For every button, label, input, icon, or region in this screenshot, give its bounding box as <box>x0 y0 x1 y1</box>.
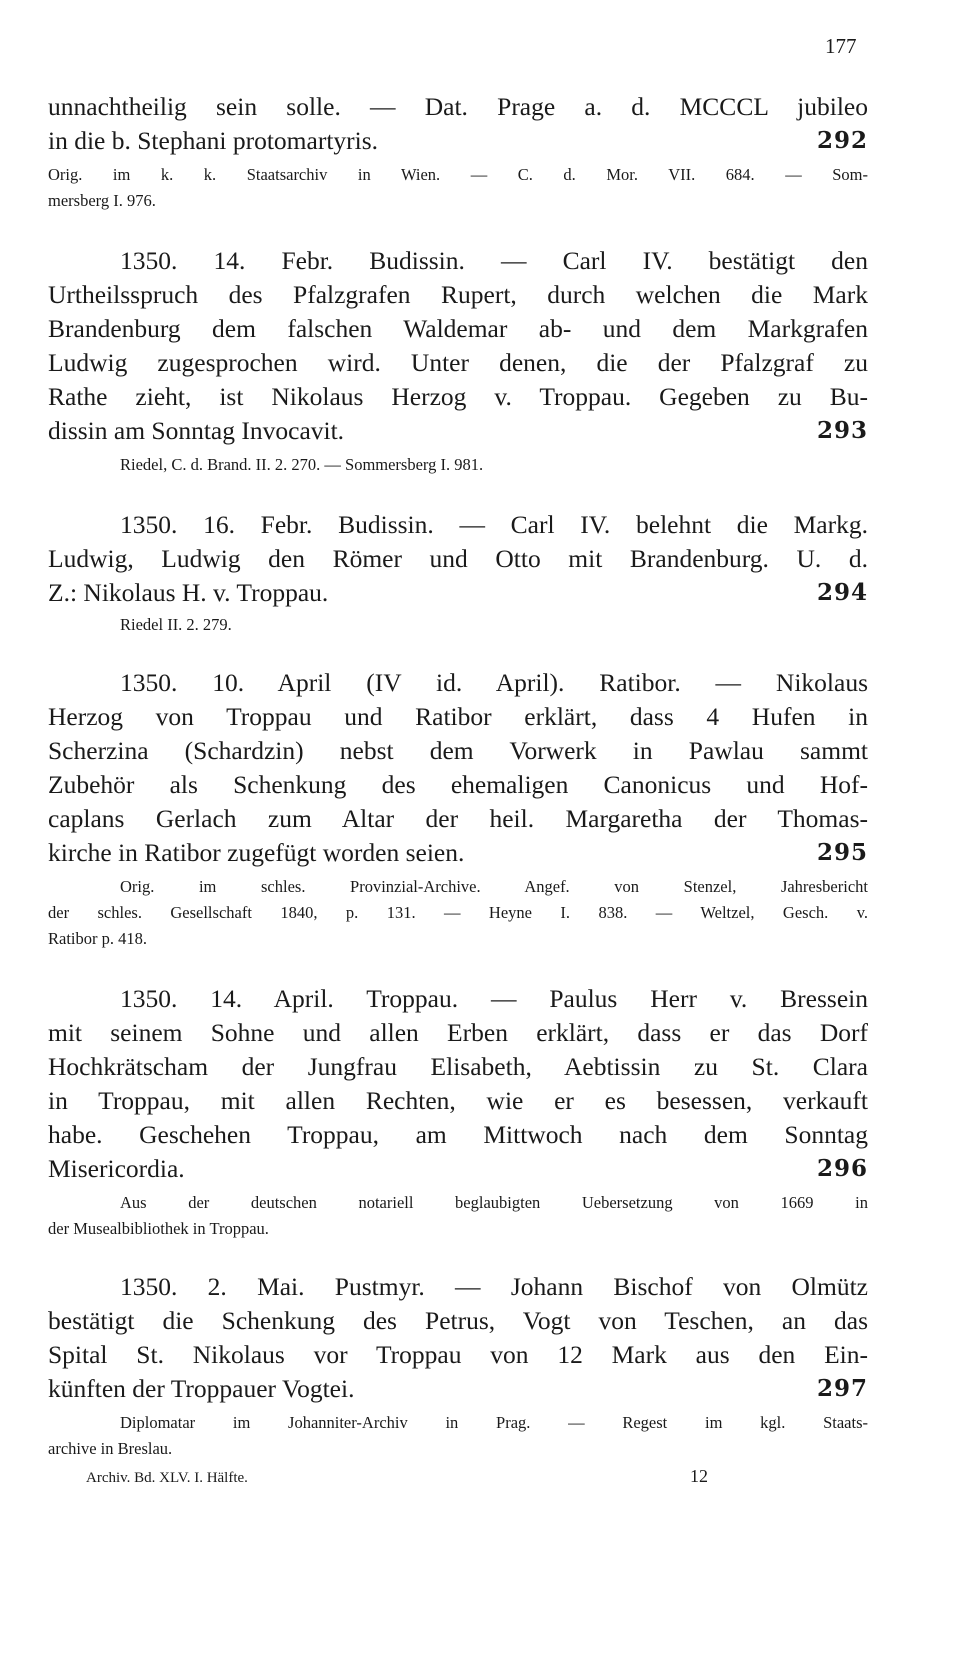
entry-293-line-1: 1350. 14. Febr. Budissin. — Carl IV. bestätigt den <box>120 246 868 275</box>
entry-296-line-1: 1350. 14. April. Troppau. — Paulus Herr v. Bressein <box>120 984 868 1013</box>
entry-292-source-2: mersberg I. 976. <box>48 191 156 210</box>
entry-297-line-3: Spital St. Nikolaus vor Troppau von 12 Mark aus den Ein- <box>48 1340 868 1369</box>
entry-296-line-5: habe. Geschehen Troppau, am Mittwoch nach dem Sonntag <box>48 1120 868 1149</box>
entry-296-source-1: Aus der deutschen notariell beglaubigten Uebersetzung von 1669 in <box>120 1193 868 1212</box>
entry-293-line-6-text: dissin am Sonntag Invocavit. <box>48 416 345 445</box>
entry-297-source-2: archive in Breslau. <box>48 1439 173 1458</box>
entry-292-line-1: unnachtheilig sein solle. — Dat. Prage a. d. MCCCL jubileo <box>48 92 868 121</box>
entry-297-source-1: Diplomatar im Johanniter-Archiv in Prag. — Regest im kgl. Staats- <box>120 1413 868 1432</box>
entry-296-line-6 <box>48 1154 868 1184</box>
entry-296-source-2: der Musealbibliothek in Troppau. <box>48 1219 269 1238</box>
entry-297-line-2: bestätigt die Schenkung des Petrus, Vogt von Teschen, an das <box>48 1306 868 1335</box>
page-number: 177 <box>825 34 857 58</box>
regest-number-292: 292 <box>816 127 868 154</box>
entry-295-source-1: Orig. im schles. Provinzial-Archive. Angef. von Stenzel, Jahresbericht <box>120 877 868 896</box>
entry-295-line-6-text: kirche in Ratibor zugefügt worden seien. <box>48 838 465 867</box>
entry-295-line-2: Herzog von Troppau und Ratibor erklärt, dass 4 Hufen in <box>48 702 868 731</box>
entry-292-line-2 <box>48 126 868 156</box>
entry-295-source-2: der schles. Gesellschaft 1840, p. 131. — Heyne I. 838. — Weltzel, Gesch. v. <box>48 903 868 922</box>
entry-293-line-2: Urtheilsspruch des Pfalzgrafen Rupert, durch welchen die Mark <box>48 280 868 309</box>
entry-295-line-5: caplans Gerlach zum Altar der heil. Margaretha der Thomas- <box>48 804 868 833</box>
entry-294-source-1: Riedel II. 2. 279. <box>120 615 232 634</box>
entry-295-line-3: Scherzina (Schardzin) nebst dem Vorwerk in Pawlau sammt <box>48 736 868 765</box>
entry-293-source-1: Riedel, C. d. Brand. II. 2. 270. — Sommersberg I. 981. <box>120 455 484 474</box>
entry-297-line-4-text: künften der Troppauer Vogtei. <box>48 1374 355 1403</box>
entry-297-line-4 <box>48 1374 868 1404</box>
entry-292-line-2-text: in die b. Stephani protomartyris. <box>48 126 379 155</box>
entry-293-line-6 <box>48 416 868 446</box>
entry-294-line-1: 1350. 16. Febr. Budissin. — Carl IV. belehnt die Markg. <box>120 510 868 539</box>
regest-number-293: 293 <box>816 417 868 444</box>
entry-296-line-6-text: Misericordia. <box>48 1154 185 1183</box>
entry-295-line-4: Zubehör als Schenkung des ehemaligen Canonicus und Hof- <box>48 770 868 799</box>
entry-295-line-6 <box>48 838 868 868</box>
entry-292-source-1: Orig. im k. k. Staatsarchiv in Wien. — C. d. Mor. VII. 684. — Som- <box>48 165 868 184</box>
regest-number-297: 297 <box>816 1375 868 1402</box>
entry-293-line-3: Brandenburg dem falschen Waldemar ab- und dem Markgrafen <box>48 314 868 343</box>
entry-296-line-4: in Troppau, mit allen Rechten, wie er es besessen, verkauft <box>48 1086 868 1115</box>
entry-293-line-4: Ludwig zugesprochen wird. Unter denen, die der Pfalzgraf zu <box>48 348 868 377</box>
entry-295-line-1: 1350. 10. April (IV id. April). Ratibor. — Nikolaus <box>120 668 868 697</box>
footer-sheet-signature: 12 <box>690 1466 708 1486</box>
regest-number-295: 295 <box>816 839 868 866</box>
entry-295-source-3: Ratibor p. 418. <box>48 929 147 948</box>
entry-294-line-3-text: Z.: Nikolaus H. v. Troppau. <box>48 578 329 607</box>
entry-293-line-5: Rathe zieht, ist Nikolaus Herzog v. Troppau. Gegeben zu Bu- <box>48 382 868 411</box>
entry-297-line-1: 1350. 2. Mai. Pustmyr. — Johann Bischof von Olmütz <box>120 1272 868 1301</box>
entry-294-line-3 <box>48 578 868 608</box>
regest-number-294: 294 <box>816 579 868 606</box>
entry-296-line-3: Hochkrätscham der Jungfrau Elisabeth, Aebtissin zu St. Clara <box>48 1052 868 1081</box>
footer-archive-reference: Archiv. Bd. XLV. I. Hälfte. <box>86 1470 248 1486</box>
entry-294-line-2: Ludwig, Ludwig den Römer und Otto mit Brandenburg. U. d. <box>48 544 868 573</box>
regest-number-296: 296 <box>816 1155 868 1182</box>
entry-296-line-2: mit seinem Sohne und allen Erben erklärt, dass er das Dorf <box>48 1018 868 1047</box>
